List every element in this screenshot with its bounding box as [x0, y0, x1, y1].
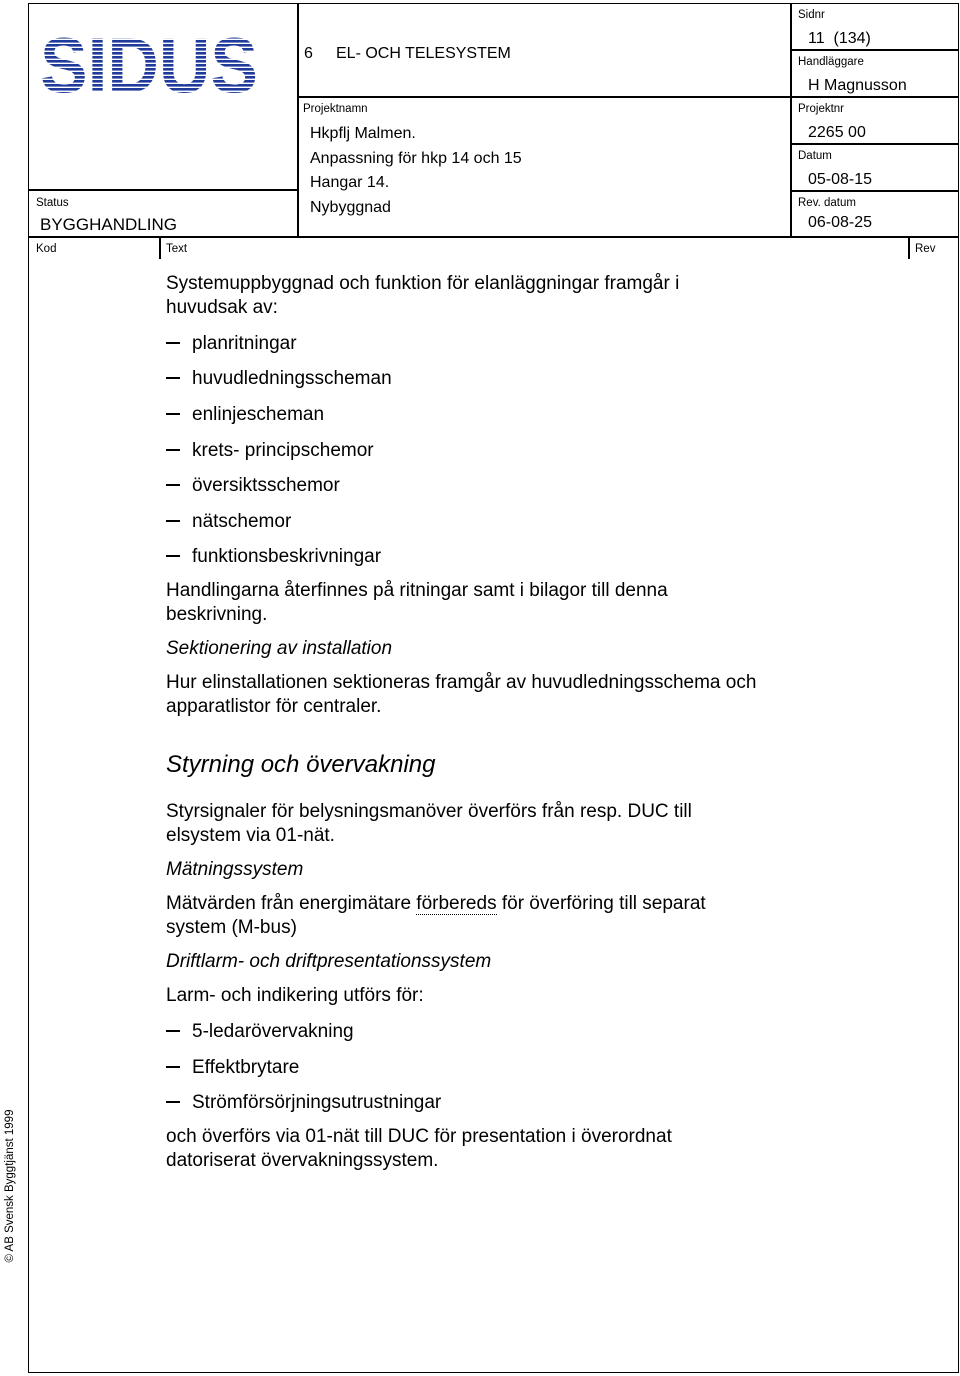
sidnr-number: 11: [808, 30, 825, 47]
matning-paragraph: [166, 892, 766, 939]
sidnr-value: [808, 29, 871, 48]
matning-text-post: för överföring till separat system (M-bus): [166, 893, 706, 938]
list-item-text: 5-ledarövervakning: [192, 1021, 354, 1042]
styrning-heading: Styrning och övervakning: [166, 751, 436, 778]
larm-intro: Larm- och indikering utförs för:: [166, 985, 424, 1006]
sidus-logo: [37, 28, 262, 98]
list-item-text: enlinjescheman: [192, 404, 325, 425]
list-item-text: översiktsschemor: [192, 475, 340, 496]
header-divider: [790, 49, 959, 51]
list-item: [166, 1020, 354, 1043]
list-item-text: krets- principschemor: [192, 440, 374, 461]
list-item: [166, 439, 374, 462]
status-label: Status: [36, 197, 69, 209]
handlaggare-value: H Magnusson: [808, 77, 907, 94]
revdatum-value: 06-08-25: [808, 214, 873, 231]
sidnr-label: Sidnr: [798, 9, 825, 21]
list-item-text: planritningar: [192, 333, 297, 354]
datum-value: 05-08-15: [808, 171, 873, 188]
sidnr-total: (134): [833, 30, 871, 47]
header-divider: [297, 3, 299, 237]
header-divider: [790, 190, 959, 192]
kod-label: Kod: [36, 243, 57, 255]
projektnamn-line: Hkpflj Malmen.: [310, 125, 416, 142]
copyright-note: © AB Svensk Byggtjänst 1999: [4, 1109, 16, 1263]
drift-heading: Driftlarm- och driftpresentationssystem: [166, 951, 492, 972]
sektionering-heading: Sektionering av installation: [166, 638, 393, 659]
status-value: BYGGHANDLING: [40, 215, 177, 234]
rev-label: Rev: [915, 243, 936, 255]
list-item: [166, 510, 291, 533]
list-item: [166, 1091, 441, 1114]
list-item-text: huvudledningsscheman: [192, 368, 392, 389]
datum-label: Datum: [798, 150, 832, 162]
list-item-text: nätschemor: [192, 511, 292, 532]
projektnr-label: Projektnr: [798, 103, 845, 115]
revdatum-label: Rev. datum: [798, 197, 856, 209]
text-label: Text: [166, 243, 188, 255]
projektnamn-line: Anpassning för hkp 14 och 15: [310, 150, 522, 167]
header-divider: [297, 96, 959, 98]
list-item: [166, 332, 297, 355]
list-item: [166, 403, 324, 426]
list-item: [166, 367, 392, 390]
list-item: [166, 1056, 299, 1079]
header-divider: [28, 189, 298, 191]
projektnamn-label: Projektnamn: [303, 103, 368, 115]
styrning-paragraph: Styrsignaler för belysningsmanöver överförs från resp. DUC till elsystem via 01-nät.: [166, 801, 692, 846]
matning-heading: Mätningssystem: [166, 859, 304, 880]
list-item: [166, 545, 381, 568]
matning-text-dotted: förbereds: [416, 893, 497, 914]
sektionering-paragraph: Hur elinstallationen sektioneras framgår av huvudledningsschema och apparatlistor för centraler.: [166, 672, 757, 717]
list-item: [166, 474, 340, 497]
list-item-text: Effektbrytare: [192, 1057, 300, 1078]
handlingar-paragraph: Handlingarna återfinnes på ritningar samt i bilagor till denna beskrivning.: [166, 580, 668, 625]
header-divider: [28, 236, 959, 238]
header-divider: [790, 3, 792, 237]
header-divider: [790, 143, 959, 145]
header-divider: [908, 237, 910, 259]
projektnamn-line: Hangar 14.: [310, 174, 390, 191]
chapter-number: 6: [304, 45, 313, 62]
header-divider: [159, 237, 161, 259]
matning-text-pre: Mätvärden från energimätare: [166, 893, 417, 914]
projektnamn-line: Nybyggnad: [310, 199, 391, 216]
projektnr-value: 2265 00: [808, 124, 866, 141]
outro-paragraph: och överförs via 01-nät till DUC för presentation i överordnat datoriserat övervakningssystem.: [166, 1126, 672, 1171]
list-item-text: Strömförsörjningsutrustningar: [192, 1092, 442, 1113]
logo-text: SIDUS: [40, 28, 258, 98]
intro-paragraph: Systemuppbyggnad och funktion för elanläggningar framgår i huvudsak av:: [166, 273, 680, 318]
handlaggare-label: Handläggare: [798, 56, 864, 68]
list-item-text: funktionsbeskrivningar: [192, 546, 382, 567]
chapter-title: EL- OCH TELESYSTEM: [336, 45, 511, 62]
